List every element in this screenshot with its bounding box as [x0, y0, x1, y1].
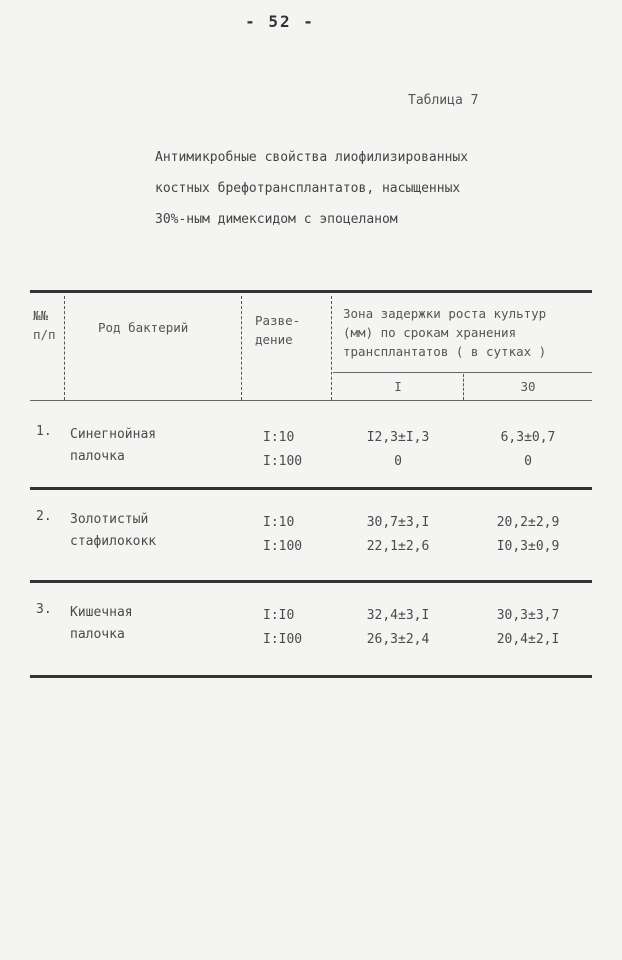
- table-top-rule: [30, 290, 592, 293]
- row-1-day-1: I2,3±I,3 0: [366, 430, 430, 469]
- table-title-line-1: Антимикробные свойства лиофилизированных: [155, 150, 469, 165]
- row-2-number: 2.: [36, 509, 52, 524]
- row-2-day-30: 20,2±2,9 I0,3±0,9: [496, 515, 560, 554]
- header-separator-2: [241, 296, 242, 400]
- table-bottom-rule: [30, 675, 592, 678]
- row-1-bacteria-name: Синегнойная палочка: [70, 427, 157, 464]
- header-bacteria: Род бактерий: [98, 320, 189, 335]
- header-separator-1: [64, 296, 65, 400]
- row-3-day-1: 32,4±3,I 26,3±2,4: [366, 608, 430, 647]
- row-2-day-1: 30,7±3,I 22,1±2,6: [366, 515, 430, 554]
- row-3-dilution: I:I0 I:I00: [263, 608, 303, 647]
- subheader-rule: [333, 372, 592, 373]
- row-1-dilution: I:10 I:100: [263, 430, 303, 469]
- header-number: №№ п/п: [33, 308, 56, 342]
- row-2-dilution: I:10 I:100: [263, 515, 303, 554]
- row-3-day-30: 30,3±3,7 20,4±2,I: [496, 608, 560, 647]
- header-separator-3: [331, 296, 332, 400]
- row-3-number: 3.: [36, 602, 52, 617]
- row-1-day-30: 6,3±0,7 0: [500, 430, 556, 469]
- row-separator-2: [30, 580, 592, 583]
- row-separator-1: [30, 487, 592, 490]
- table-title-line-3: 30%-ным димексидом с эпоцеланом: [155, 212, 398, 227]
- header-bottom-rule: [30, 400, 592, 401]
- row-3-bacteria-name: Кишечная палочка: [70, 605, 133, 642]
- header-day-1: I: [394, 379, 402, 394]
- row-2-bacteria-name: Золотистый стафилококк: [70, 512, 157, 549]
- table-title-line-2: костных брефотрансплантатов, насыщенных: [155, 181, 461, 196]
- header-dilution: Разве- дение: [255, 313, 301, 347]
- page-number: - 52 -: [245, 12, 315, 31]
- header-day-30: 30: [520, 379, 536, 394]
- header-inhibition-zone: Зона задержки роста культур (мм) по срокам хранения трансплантатов ( в сутках ): [343, 306, 547, 359]
- table-label: Таблица 7: [408, 93, 479, 108]
- row-1-number: 1.: [36, 424, 52, 439]
